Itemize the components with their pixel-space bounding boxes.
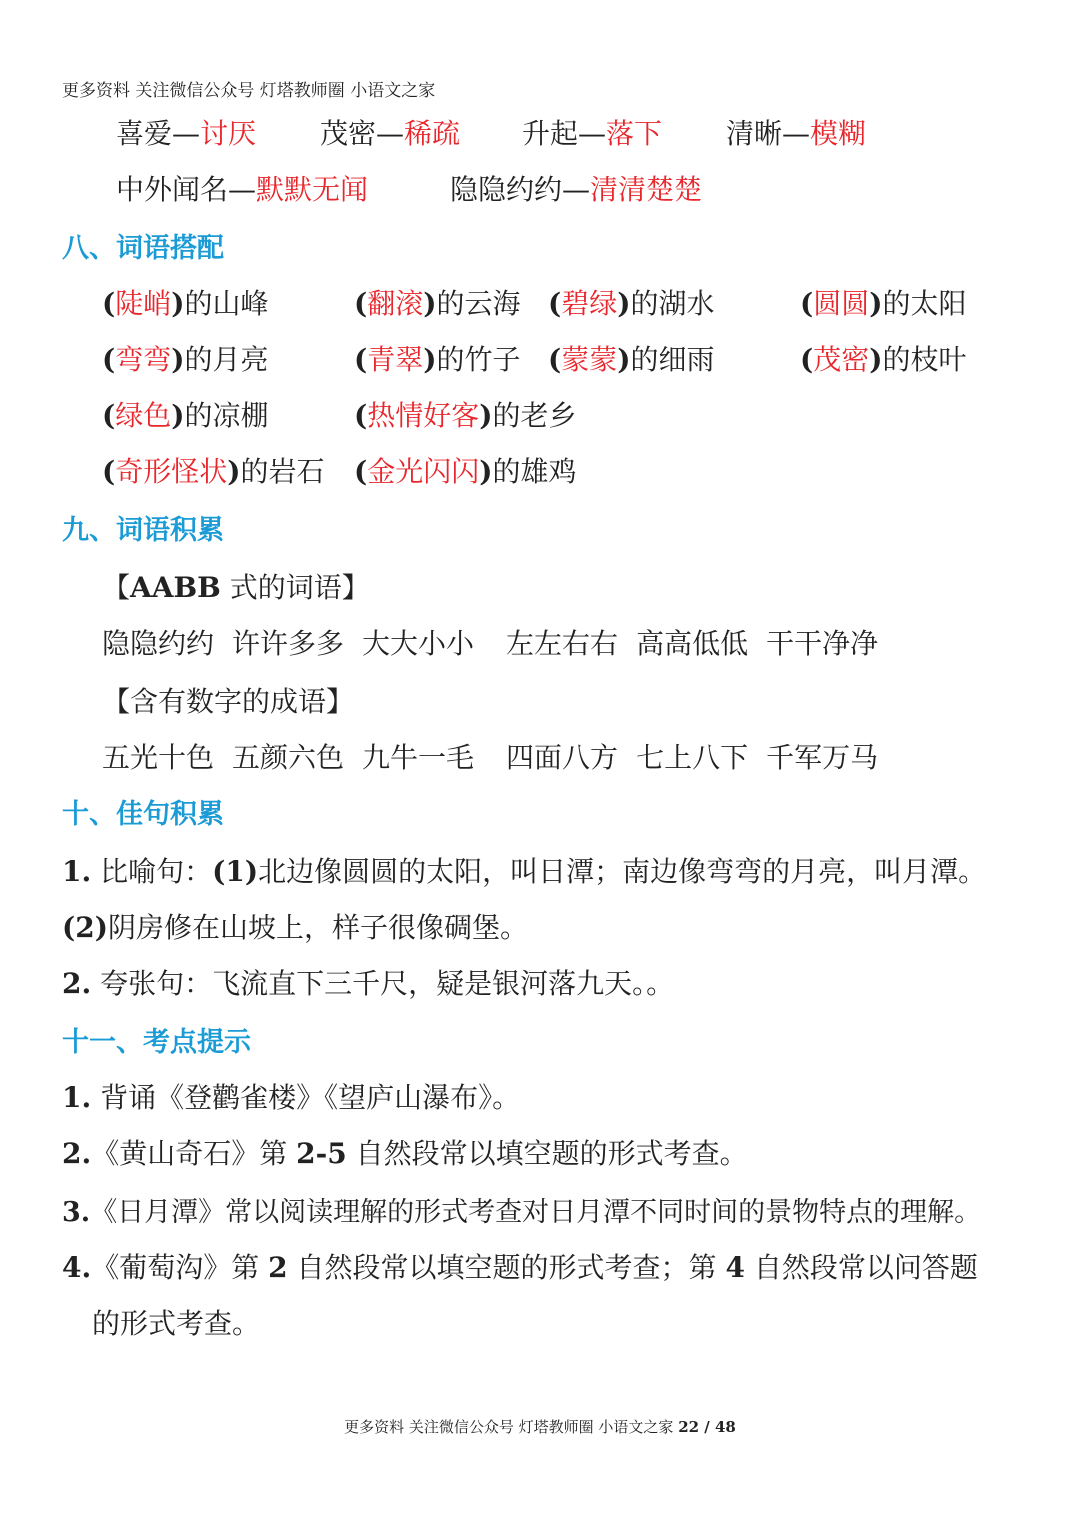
section-heading-9: 九、词语积累 xyxy=(62,515,224,546)
page-number: 22 / 48 xyxy=(678,1418,736,1436)
word-item: 许许多多 xyxy=(232,627,345,660)
collocation-item: (碧绿)的湖水 xyxy=(548,287,715,320)
sentence-line: (2)阴房修在山坡上，样子很像碉堡。 xyxy=(62,911,528,944)
section-heading-11: 十一、考点提示 xyxy=(62,1027,251,1058)
exam-point: 3.《日月潭》常以阅读理解的形式考查对日月潭不同时间的景物特点的理解。 xyxy=(62,1197,982,1228)
collocation-row xyxy=(0,394,1080,434)
aabb-words xyxy=(102,622,896,662)
collocation-item: (热情好客)的老乡 xyxy=(354,399,577,432)
sentence-line: 1. 比喻句：(1)北边像圆圆的太阳，叫日潭；南边像弯弯的月亮，叫月潭。 xyxy=(62,855,987,888)
section-heading-8: 八、词语搭配 xyxy=(62,233,224,264)
word-item: 高高低低 xyxy=(636,627,749,660)
antonym-pair: 喜爱—讨厌 xyxy=(116,117,257,150)
collocation-item: (奇形怪状)的岩石 xyxy=(102,455,325,488)
exam-point: 2.《黄山奇石》第 2-5 自然段常以填空题的形式考查。 xyxy=(62,1137,748,1170)
page-header: 更多资料 关注微信公众号 灯塔教师圈 小语文之家 xyxy=(62,81,436,101)
collocation-item: (翻滚)的云海 xyxy=(354,287,521,320)
word-item: 干干净净 xyxy=(766,627,879,660)
aabb-title: 【AABB 式的词语】 xyxy=(102,571,370,604)
collocation-item: (茂密)的枝叶 xyxy=(800,343,967,376)
word-item: 四面八方 xyxy=(506,741,619,774)
collocation-item: (弯弯)的月亮 xyxy=(102,343,269,376)
word-item: 九牛一毛 xyxy=(362,741,475,774)
antonym-row-2 xyxy=(0,168,1080,208)
antonym-pair: 隐隐约约—清清楚楚 xyxy=(450,173,703,206)
number-idioms xyxy=(102,736,896,776)
collocation-item: (陡峭)的山峰 xyxy=(102,287,269,320)
collocation-item: (圆圆)的太阳 xyxy=(800,287,967,320)
collocation-row xyxy=(0,450,1080,490)
exam-point: 1. 背诵《登鹳雀楼》《望庐山瀑布》。 xyxy=(62,1081,521,1114)
antonym-pair: 升起—落下 xyxy=(522,117,663,150)
collocation-item: (青翠)的竹子 xyxy=(354,343,521,376)
antonym-row-1 xyxy=(0,112,1080,152)
exam-point-continuation: 的形式考查。 xyxy=(92,1307,261,1340)
collocation-item: (蒙蒙)的细雨 xyxy=(548,343,715,376)
idiom-title: 【含有数字的成语】 xyxy=(102,685,355,718)
word-item: 隐隐约约 xyxy=(102,627,215,660)
word-item: 七上八下 xyxy=(636,741,749,774)
collocation-item: (金光闪闪)的雄鸡 xyxy=(354,455,577,488)
collocation-item: (绿色)的凉棚 xyxy=(102,399,269,432)
word-item: 大大小小 xyxy=(362,627,475,660)
exam-point: 4.《葡萄沟》第 2 自然段常以填空题的形式考查；第 4 自然段常以问答题 xyxy=(62,1251,978,1284)
section-heading-10: 十、佳句积累 xyxy=(62,799,224,830)
antonym-pair: 清晰—模糊 xyxy=(726,117,867,150)
word-item: 千军万马 xyxy=(766,741,879,774)
sentence-line: 2. 夸张句：飞流直下三千尺，疑是银河落九天。。 xyxy=(62,967,675,1000)
page-footer: 更多资料 关注微信公众号 灯塔教师圈 小语文之家 22 / 48 xyxy=(344,1418,736,1436)
word-item: 五颜六色 xyxy=(232,741,345,774)
antonym-pair: 茂密—稀疏 xyxy=(320,117,461,150)
antonym-pair: 中外闻名—默默无闻 xyxy=(116,173,369,206)
collocation-row xyxy=(0,338,1080,378)
word-item: 五光十色 xyxy=(102,741,215,774)
word-item: 左左右右 xyxy=(506,627,619,660)
collocation-row xyxy=(0,282,1080,322)
